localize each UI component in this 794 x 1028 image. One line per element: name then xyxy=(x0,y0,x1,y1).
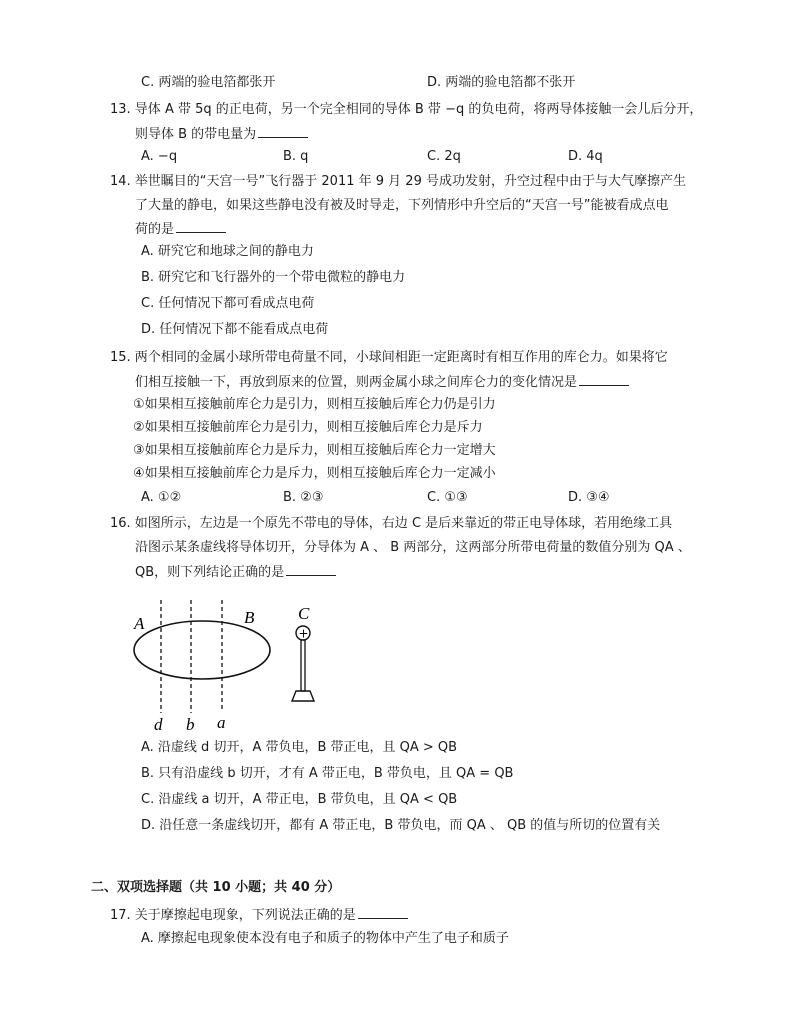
q14-option-d: D. 任何情况下都不能看成点电荷 xyxy=(141,322,329,337)
q16-option-d: D. 沿任意一条虚线切开，都有 A 带正电，B 带负电，而 QA 、 QB 的值与所切的位置有关 xyxy=(141,818,661,833)
q14-option-a: A. 研究它和地球之间的静电力 xyxy=(141,244,314,259)
q15-option-d: D. ③④ xyxy=(568,490,610,505)
insulating-stand xyxy=(301,640,305,691)
q15-option-b: B. ②③ xyxy=(283,490,324,505)
q13-option-c: C. 2q xyxy=(427,149,461,164)
figure-label-d: d xyxy=(154,715,163,734)
answer-blank xyxy=(258,125,308,138)
q13-stem-line2: 则导体 B 的带电量为 xyxy=(135,125,308,144)
q17-option-a: A. 摩擦起电现象使本没有电子和质子的物体中产生了电子和质子 xyxy=(141,931,509,946)
answer-blank xyxy=(358,906,408,919)
stand-base xyxy=(292,691,314,701)
q17-stem: 17. 关于摩擦起电现象，下列说法正确的是 xyxy=(110,906,408,925)
q15-option-c: C. ①③ xyxy=(427,490,468,505)
answer-blank xyxy=(286,563,336,576)
q16-option-b: B. 只有沿虚线 b 切开，才有 A 带正电，B 带负电，且 QA = QB xyxy=(141,766,514,781)
conductor-ellipse xyxy=(134,621,270,679)
q16-stem-line1: 16. 如图所示，左边是一个原先不带电的导体，右边 C 是后来靠近的带正电导体球，若用绝缘工具 xyxy=(110,516,673,531)
q15-stem-line2: 们相互接触一下，再放到原来的位置，则两金属小球之间库仑力的变化情况是 xyxy=(135,373,629,392)
figure-label-A: A xyxy=(134,614,145,633)
q14-stem-line3: 荷的是 xyxy=(135,220,226,239)
q14-option-c: C. 任何情况下都可看成点电荷 xyxy=(141,296,315,311)
section-title: 二、双项选择题（共 10 小题；共 40 分） xyxy=(91,880,341,895)
q15-statement-3: ③如果相互接触前库仑力是斥力，则相互接触后库仑力一定增大 xyxy=(133,443,496,458)
q16-stem-line2: 沿图示某条虚线将导体切开，分导体为 A 、 B 两部分，这两部分所带电荷量的数值分别为 QA 、 xyxy=(135,540,691,555)
q13-option-d: D. 4q xyxy=(568,149,603,164)
q14-option-b: B. 研究它和飞行器外的一个带电微粒的静电力 xyxy=(141,270,406,285)
q16-option-c: C. 沿虚线 a 切开，A 带正电，B 带负电，且 QA < QB xyxy=(141,792,458,807)
q15-statement-2: ②如果相互接触前库仑力是引力，则相互接触后库仑力是斥力 xyxy=(133,420,483,435)
answer-blank xyxy=(176,220,226,233)
q13-stem-line1: 13. 导体 A 带 5q 的正电荷，另一个完全相同的导体 B 带 −q 的负电荷，将两导体接触一会儿后分开， xyxy=(110,102,703,117)
q15-stem-line1: 15. 两个相同的金属小球所带电荷量不同，小球间相距一定距离时有相互作用的库仑力。如果将它 xyxy=(110,350,668,365)
q12-option-c: C. 两端的验电箔都张开 xyxy=(141,75,276,90)
q13-option-a: A. −q xyxy=(141,149,178,164)
q14-stem-line1: 14. 举世瞩目的“天宫一号”飞行器于 2011 年 9 月 29 号成功发射，升空过程中由于与大气摩擦产生 xyxy=(110,174,686,189)
q15-option-a: A. ①② xyxy=(141,490,182,505)
figure-label-a: a xyxy=(217,713,226,732)
q15-statement-4: ④如果相互接触前库仑力是斥力，则相互接触后库仑力一定减小 xyxy=(133,466,496,481)
figure-label-C: C xyxy=(298,604,310,623)
plus-sign: + xyxy=(298,626,309,641)
q13-option-b: B. q xyxy=(283,149,309,164)
q14-stem-line2: 了大量的静电，如果这些静电没有被及时导走，下列情形中升空后的“天宫一号”能被看成点电 xyxy=(135,198,669,213)
q12-option-d: D. 两端的验电箔都不张开 xyxy=(427,75,576,90)
q16-figure xyxy=(130,595,330,740)
q16-stem-line3: QB，则下列结论正确的是 xyxy=(135,563,336,582)
figure-label-b: b xyxy=(186,715,195,734)
q16-option-a: A. 沿虚线 d 切开，A 带负电，B 带正电，且 QA > QB xyxy=(141,740,458,755)
q15-statement-1: ①如果相互接触前库仑力是引力，则相互接触后库仑力仍是引力 xyxy=(133,397,496,412)
answer-blank xyxy=(579,373,629,386)
figure-label-B: B xyxy=(244,608,255,627)
